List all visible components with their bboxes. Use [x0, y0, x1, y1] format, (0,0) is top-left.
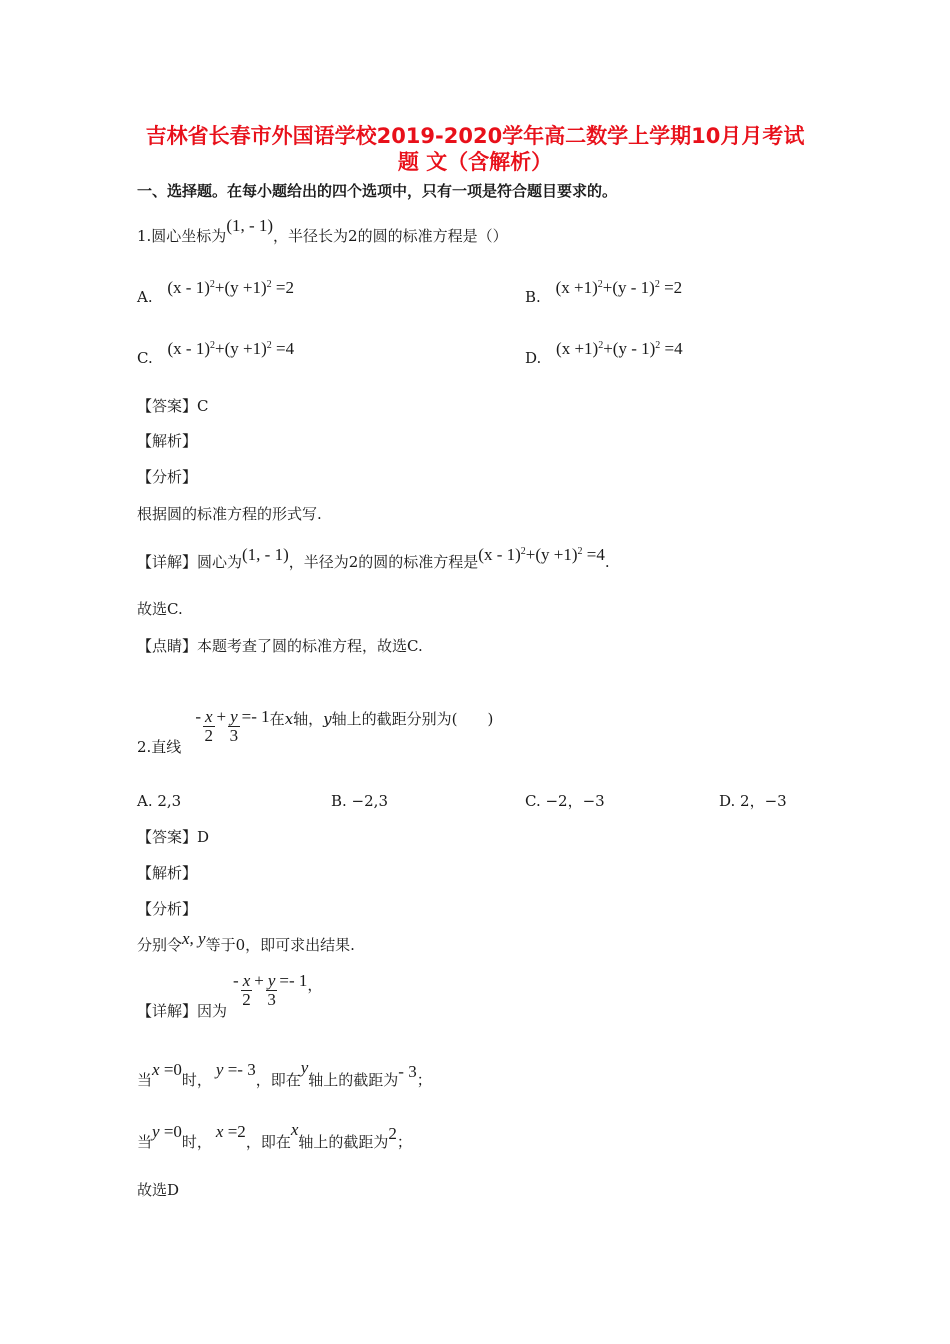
q2-detail-equation: - $\frac{x}{2}$ + $\frac{y}{3}$ =- 1: [233, 971, 308, 1009]
q2-option-a: A. 2,3: [137, 792, 182, 810]
q1-jiexi: 【解析】: [137, 432, 198, 450]
q2-stem-suffix: 在x轴，y轴上的截距分别为( ): [269, 710, 494, 729]
q2-conclusion: 故选D: [137, 1181, 180, 1199]
detail-equation: $(x - 1)^2+(y +1)^2 =4$: [478, 545, 605, 564]
q2-option-d: D. 2，−3: [719, 792, 787, 810]
detail-prefix: 【详解】圆心为: [137, 553, 243, 571]
q1-conclusion: 故选C.: [137, 600, 183, 618]
option-label: D.: [525, 349, 542, 367]
option-label: A.: [137, 288, 153, 306]
q2-stem-prefix: 2.直线: [137, 738, 182, 757]
q2-stem: [137, 707, 494, 757]
q1-option-c: [137, 339, 295, 371]
q1-stem-prefix: 1.圆心坐标为: [137, 227, 227, 245]
q2-fenxi-text: 分别令x, y等于0，即可求出结果.: [137, 929, 355, 954]
q1-stem: [137, 216, 508, 246]
option-expr: $(x +1)^2+(y - 1)^2 =4$: [556, 339, 683, 358]
option-expr: $(x - 1)^2+(y +1)^2 =2$: [167, 278, 294, 297]
q2-equation: - $\frac{x}{2}$ + $\frac{y}{3}$ =- 1: [195, 707, 270, 745]
q2-option-b: B. −2,3: [331, 792, 388, 810]
detail-end: .: [604, 553, 610, 571]
doc-title-line1: 吉林省长春市外国语学校2019-2020学年高二数学上学期10月月考试: [145, 124, 805, 148]
q2-detail: 【详解】因为- $\frac{x}{2}$ + $\frac{y}{3}$ =- 1，: [137, 971, 323, 1021]
option-label: C.: [137, 349, 153, 367]
detail-center: (1, - 1): [242, 545, 289, 564]
q1-stem-suffix: ，半径长为2的圆的标准方程是（）: [273, 227, 508, 245]
q1-center: (1, - 1): [226, 216, 274, 235]
q1-dianjing: 【点睛】本题考查了圆的标准方程，故选C.: [137, 637, 423, 655]
q2-case2: 当y =0时，x =2，即在x轴上的截距为2；: [137, 1120, 412, 1151]
q2-jiexi: 【解析】: [137, 864, 198, 882]
q2-case1: 当x =0时，y =- 3，即在y轴上的截距为- 3；: [137, 1058, 432, 1089]
option-label: B.: [525, 288, 541, 306]
detail-mid: ，半径为2的圆的标准方程是: [288, 553, 479, 571]
section-heading: 一、选择题。在每小题给出的四个选项中，只有一项是符合题目要求的。: [137, 182, 618, 200]
doc-title-line2: 题 文（含解析）: [397, 150, 553, 174]
q1-option-b: [525, 278, 683, 310]
q1-fenxi-text: 根据圆的标准方程的形式写.: [137, 505, 322, 523]
q1-detail: [137, 545, 610, 575]
q2-option-c: C. −2，−3: [525, 792, 605, 810]
option-expr: $(x +1)^2+(y - 1)^2 =2$: [555, 278, 683, 297]
q1-fenxi: 【分析】: [137, 468, 198, 486]
q1-option-d: [525, 339, 683, 371]
q1-option-a: [137, 278, 294, 310]
q1-answer: 【答案】C: [137, 397, 209, 415]
q2-fenxi: 【分析】: [137, 900, 198, 918]
q2-answer: 【答案】D: [137, 828, 210, 846]
option-expr: $(x - 1)^2+(y +1)^2 =4$: [167, 339, 295, 358]
